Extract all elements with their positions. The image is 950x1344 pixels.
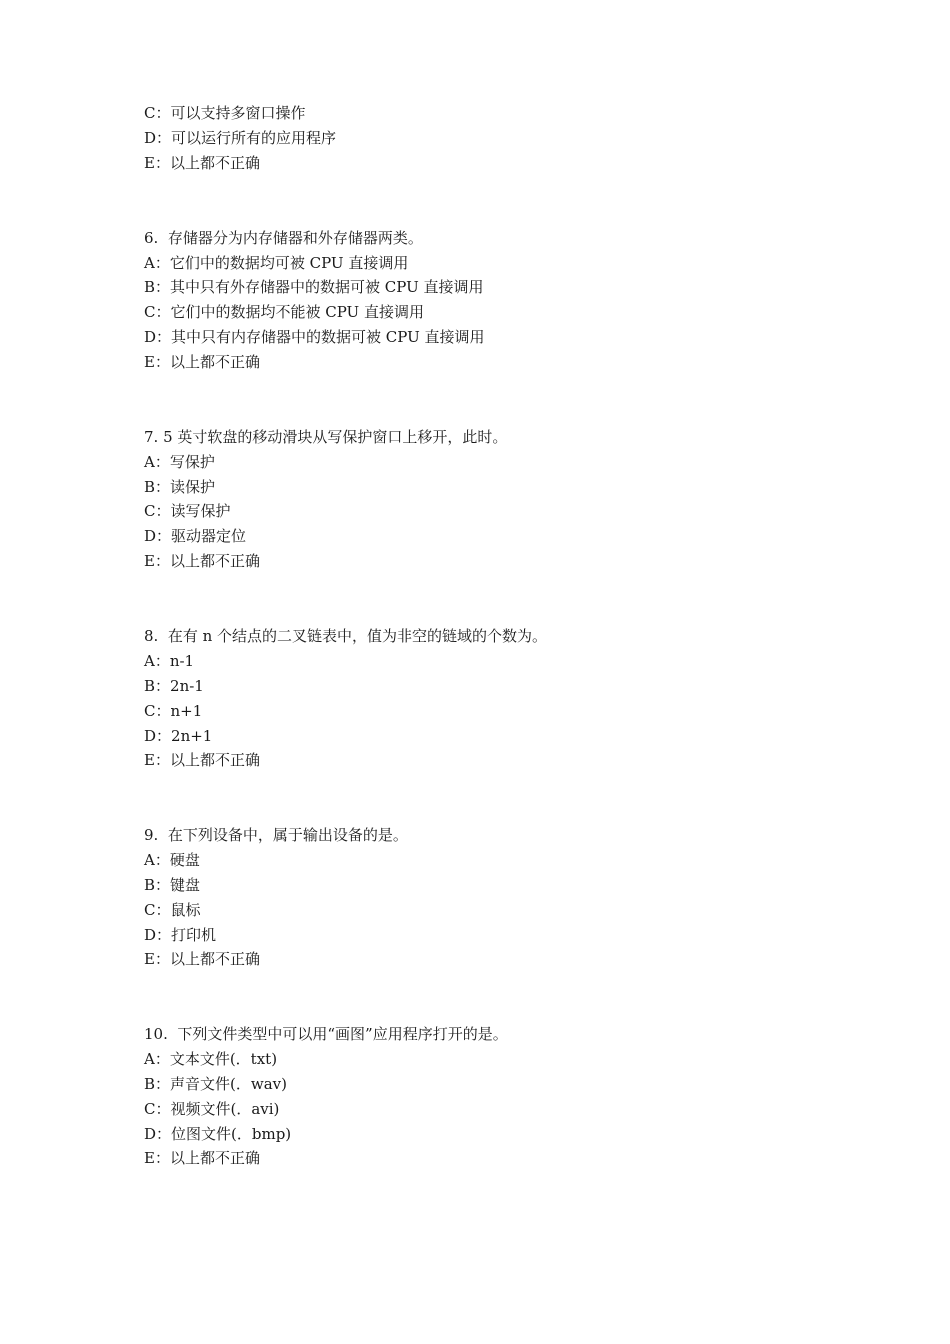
option-line: C：视频文件(．avi) (144, 1100, 280, 1118)
question-stem: 10. 下列文件类型中可以用“画图”应用程序打开的是。 (144, 1025, 508, 1043)
option-line: A：文本文件(．txt) (144, 1050, 278, 1068)
option-line: D：位图文件(．bmp) (144, 1125, 292, 1143)
option-line: E：以上都不正确 (144, 552, 260, 570)
option-line: B：键盘 (144, 876, 201, 894)
option-line: D：2n+1 (144, 727, 213, 745)
question-stem: 8. 在有 n 个结点的二叉链表中，值为非空的链域的个数为。 (144, 627, 548, 645)
option-line: B：声音文件(．wav) (144, 1075, 287, 1093)
option-line: D：打印机 (144, 926, 217, 944)
question-stem: 9. 在下列设备中，属于输出设备的是。 (144, 826, 408, 844)
option-line: E：以上都不正确 (144, 751, 260, 769)
option-line: B：读保护 (144, 478, 216, 496)
question-stem: 7. 5 英寸软盘的移动滑块从写保护窗口上移开，此时。 (144, 428, 508, 446)
option-line: D：可以运行所有的应用程序 (144, 129, 337, 147)
option-line: C：它们中的数据均不能被 CPU 直接调用 (144, 303, 424, 321)
option-line: A：写保护 (144, 453, 215, 471)
option-line: C：n+1 (144, 702, 203, 720)
option-line: E：以上都不正确 (144, 353, 260, 371)
option-line: B：其中只有外存储器中的数据可被 CPU 直接调用 (144, 278, 484, 296)
option-line: E：以上都不正确 (144, 1149, 260, 1167)
option-line: C：可以支持多窗口操作 (144, 104, 306, 122)
option-line: A：硬盘 (144, 851, 200, 869)
question-stem: 6. 存储器分为内存储器和外存储器两类。 (144, 229, 423, 247)
option-line: C：鼠标 (144, 901, 201, 919)
option-line: D：其中只有内存储器中的数据可被 CPU 直接调用 (144, 328, 485, 346)
option-line: A：它们中的数据均可被 CPU 直接调用 (144, 254, 409, 272)
option-line: A：n-1 (144, 652, 195, 670)
option-line: B：2n-1 (144, 677, 204, 695)
option-line: E：以上都不正确 (144, 154, 260, 172)
option-line: E：以上都不正确 (144, 950, 260, 968)
option-line: D：驱动器定位 (144, 527, 247, 545)
option-line: C：读写保护 (144, 502, 231, 520)
